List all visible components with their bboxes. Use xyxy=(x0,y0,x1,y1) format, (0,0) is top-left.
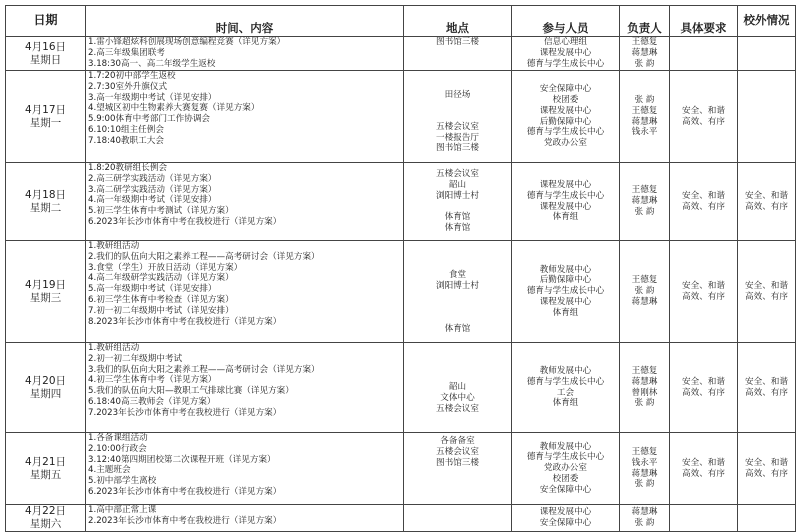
header-outside: 校外情况 xyxy=(738,6,796,37)
cell-line: 2.我们的队伍向大阳之素养工程——高考研讨会（详见方案） xyxy=(88,251,320,262)
date-text: 4月18日 xyxy=(24,188,67,201)
cell-line: 1.教研组活动 xyxy=(88,343,140,353)
cell-line: 安全、和谐 xyxy=(745,376,788,387)
cell-line: 安全、和谐 xyxy=(682,376,725,387)
cell-line: 课程发展中心 xyxy=(539,179,592,190)
cell-line: 体育组 xyxy=(552,307,579,318)
responsible-cell xyxy=(620,241,670,343)
cell-line: 安全、和谐 xyxy=(682,457,725,468)
table-row xyxy=(6,37,796,71)
header-participants: 参与人员 xyxy=(512,6,620,37)
cell-line: 高效、有序 xyxy=(682,291,725,302)
cell-line: 图书馆三楼 xyxy=(436,37,479,48)
cell-line: 安全、和谐 xyxy=(682,190,725,201)
cell-line xyxy=(405,248,510,259)
cell-line: 3.食堂（学生）开放日活动（详见方案） xyxy=(88,262,243,273)
cell-line: 后勤保障中心 xyxy=(539,275,592,286)
cell-line xyxy=(405,259,510,270)
cell-line xyxy=(405,302,510,313)
date-text: 4月16日 xyxy=(24,40,67,53)
outside-cell xyxy=(738,433,796,505)
cell-line: 6.18:40高三教师会（详见方案） xyxy=(88,396,216,407)
requirements-cell xyxy=(670,505,738,532)
participants-cell xyxy=(512,343,620,433)
date-cell xyxy=(6,343,86,433)
cell-line: 校团委 xyxy=(552,473,579,484)
location-cell xyxy=(404,433,512,505)
cell-line: 蒋慧琳 xyxy=(631,296,658,307)
cell-line: 王德复 xyxy=(631,365,658,376)
date-cell xyxy=(6,433,86,505)
responsible-cell xyxy=(620,71,670,163)
cell-line: 5.初中部学生离校 xyxy=(88,476,157,487)
cell-line: 五楼会议室 xyxy=(436,446,479,457)
cell-line: 5.初三学生体育中考测试（详见方案） xyxy=(88,206,234,217)
cell-line xyxy=(405,292,510,303)
cell-line: 张 韵 xyxy=(634,58,655,69)
responsible-cell xyxy=(620,343,670,433)
cell-line: 课程发展中心 xyxy=(539,507,592,518)
cell-line: 安全、和谐 xyxy=(745,190,788,201)
cell-line: 体育馆 xyxy=(444,212,471,223)
cell-line: 高效、有序 xyxy=(682,201,725,212)
cell-line: 教师发展中心 xyxy=(539,441,592,452)
cell-line: 教师发展中心 xyxy=(539,365,592,376)
content-cell xyxy=(86,433,404,505)
header-location: 地点 xyxy=(404,6,512,37)
cell-line xyxy=(405,371,510,382)
cell-line xyxy=(405,469,510,480)
cell-line xyxy=(405,48,510,59)
date-cell xyxy=(6,71,86,163)
cell-line: 德育与学生成长中心 xyxy=(526,127,605,138)
cell-line xyxy=(405,59,510,70)
cell-line: 4.主题班会 xyxy=(88,465,131,476)
cell-line: 蒋慧琳 xyxy=(631,116,658,127)
cell-line: 课程发展中心 xyxy=(539,296,592,307)
cell-line: 五楼会议室 xyxy=(436,169,479,180)
cell-line: 课程发展中心 xyxy=(539,105,592,116)
content-cell xyxy=(86,241,404,343)
date-text: 4月19日 xyxy=(24,278,67,291)
date-cell xyxy=(6,163,86,241)
cell-line: 课程发展中心 xyxy=(539,201,592,212)
cell-line: 2.高三研学实践活动（详见方案） xyxy=(88,173,217,184)
cell-line: 蒋慧琳 xyxy=(631,468,658,479)
cell-line: 8.2023年长沙市体育中考在我校进行（详见方案） xyxy=(88,316,282,327)
table-row xyxy=(6,163,796,241)
cell-line: 体育馆 xyxy=(444,323,471,334)
table-row xyxy=(6,71,796,163)
outside-cell xyxy=(738,241,796,343)
cell-line xyxy=(405,111,510,122)
outside-cell xyxy=(738,505,796,532)
cell-line: 蒋慧琳 xyxy=(631,196,658,207)
cell-line: 体育馆 xyxy=(444,223,471,234)
cell-line: 工会 xyxy=(556,387,575,398)
cell-line: 王德复 xyxy=(631,105,658,116)
cell-line: 王德复 xyxy=(631,275,658,286)
requirements-cell xyxy=(670,343,738,433)
cell-line: 安全、和谐 xyxy=(745,457,788,468)
content-cell xyxy=(86,163,404,241)
cell-line: 1.各备课组活动 xyxy=(88,433,148,443)
requirements-cell xyxy=(670,433,738,505)
cell-line: 1.教研组活动 xyxy=(88,241,140,251)
cell-line: 6.2023年长沙市体育中考在我校进行（详见方案） xyxy=(88,216,282,227)
cell-line: 6.2023年长沙市体育中考在我校进行（详见方案） xyxy=(88,486,282,497)
cell-line: 钱永平 xyxy=(631,127,658,138)
location-cell xyxy=(404,505,512,532)
cell-line xyxy=(405,100,510,111)
cell-line: 各备备室 xyxy=(440,436,475,447)
header-content: 时间、内容 xyxy=(86,6,404,37)
cell-line: 食堂 xyxy=(448,269,467,280)
participants-cell xyxy=(512,433,620,505)
outside-cell xyxy=(738,71,796,163)
cell-line: 德育与学生成长中心 xyxy=(526,452,605,463)
requirements-cell xyxy=(670,71,738,163)
header-responsible: 负责人 xyxy=(620,6,670,37)
cell-line: 张 韵 xyxy=(634,479,655,490)
cell-line: 安全保障中心 xyxy=(539,484,592,495)
cell-line: 王德复 xyxy=(631,185,658,196)
cell-line: 德育与学生成长中心 xyxy=(526,58,605,69)
cell-line: 安全保障中心 xyxy=(539,518,592,528)
cell-line: 浏阳博士村 xyxy=(436,190,479,201)
weekly-schedule-table xyxy=(5,5,796,532)
cell-line: 曾刚林 xyxy=(631,387,658,398)
cell-line: 韶山 xyxy=(448,179,467,190)
participants-cell xyxy=(512,505,620,532)
header-date: 日期 xyxy=(6,6,86,37)
cell-line: 校团委 xyxy=(552,94,579,105)
cell-line: 7.初一初二年级期中考试（详见安排） xyxy=(88,305,234,316)
responsible-cell xyxy=(620,37,670,71)
cell-line: 蒋慧琳 xyxy=(631,48,658,59)
cell-line: 韶山 xyxy=(448,382,467,393)
cell-line: 高效、有序 xyxy=(682,116,725,127)
cell-line: 安全、和谐 xyxy=(745,280,788,291)
date-text: 星期六 xyxy=(29,518,62,530)
cell-line: 田径场 xyxy=(444,89,471,100)
date-text: 4月17日 xyxy=(24,103,67,116)
cell-line: 6.10:10组主任例会 xyxy=(88,124,164,135)
cell-line: 1.7:20初中部学生返校 xyxy=(88,71,176,81)
date-text: 4月20日 xyxy=(24,374,67,387)
responsible-cell xyxy=(620,433,670,505)
cell-line xyxy=(405,202,510,213)
cell-line: 4.高一年级期中考试（详见安排） xyxy=(88,195,217,206)
participants-cell xyxy=(512,71,620,163)
cell-line: 高效、有序 xyxy=(745,387,788,398)
date-cell xyxy=(6,241,86,343)
schedule-page xyxy=(0,5,800,530)
cell-line xyxy=(405,313,510,324)
cell-line: 德育与学生成长中心 xyxy=(526,286,605,297)
cell-line: 安全、和谐 xyxy=(682,280,725,291)
cell-line: 张 韵 xyxy=(634,286,655,297)
location-cell xyxy=(404,343,512,433)
requirements-cell xyxy=(670,163,738,241)
cell-line: 文体中心 xyxy=(440,392,475,403)
participants-cell xyxy=(512,241,620,343)
table-row xyxy=(6,343,796,433)
location-cell xyxy=(404,241,512,343)
cell-line: 体育组 xyxy=(552,398,579,409)
cell-line xyxy=(405,490,510,501)
cell-line: 4.高二年级研学实践活动（详见方案） xyxy=(88,273,234,284)
requirements-cell xyxy=(670,37,738,71)
cell-line: 党政办公室 xyxy=(544,463,587,474)
requirements-cell xyxy=(670,241,738,343)
cell-line: 2.初一初二年级期中考试 xyxy=(88,353,183,364)
table-row xyxy=(6,241,796,343)
date-text: 星期三 xyxy=(29,291,62,304)
cell-line: 5.高一年级期中考试（详见安排） xyxy=(88,284,217,295)
cell-line: 5.我们的队伍向大阳—教职工气排球比赛（详见方案） xyxy=(88,386,294,397)
cell-line: 3.12:40第四期团校第二次课程开班（详见方案） xyxy=(88,454,276,465)
cell-line: 1.高中部正常上课 xyxy=(88,505,157,515)
cell-line: 6.初三学生体育中考检查（详见方案） xyxy=(88,294,234,305)
cell-line: 党政办公室 xyxy=(544,138,587,149)
cell-line: 蒋慧琳 xyxy=(631,376,658,387)
cell-line: 3.高二研学实践活动（详见方案） xyxy=(88,184,217,195)
content-cell xyxy=(86,505,404,532)
cell-line: 高效、有序 xyxy=(745,468,788,479)
table-row xyxy=(6,433,796,505)
date-cell xyxy=(6,505,86,532)
cell-line: 高效、有序 xyxy=(682,468,725,479)
cell-line: 钱永平 xyxy=(631,457,658,468)
cell-line: 德育与学生成长中心 xyxy=(526,376,605,387)
cell-line xyxy=(405,414,510,425)
cell-line: 1.8:20教研组长例会 xyxy=(88,163,168,173)
content-cell xyxy=(86,71,404,163)
cell-line: 3.高一年级期中考试（详见安排） xyxy=(88,92,217,103)
participants-cell xyxy=(512,163,620,241)
cell-line: 一楼报告厅 xyxy=(436,132,479,143)
cell-line: 图书馆三楼 xyxy=(436,457,479,468)
cell-line: 德育与学生成长中心 xyxy=(526,190,605,201)
cell-line: 4.望城区初中生物素养大赛复赛（详见方案） xyxy=(88,103,260,114)
cell-line xyxy=(405,79,510,90)
cell-line: 信息心理组 xyxy=(544,37,587,48)
cell-line: 体育组 xyxy=(552,212,579,223)
cell-line: 7.2023年长沙市体育中考在我校进行（详见方案） xyxy=(88,407,282,418)
cell-line: 1.雷小锋超炫科创展现场创意编程竞赛（详见方案） xyxy=(88,37,286,47)
header-row xyxy=(6,6,796,37)
cell-line: 2.高三年级集团联考 xyxy=(88,47,165,58)
responsible-cell xyxy=(620,505,670,532)
date-text: 星期五 xyxy=(29,468,62,481)
cell-line: 教师发展中心 xyxy=(539,264,592,275)
cell-line xyxy=(405,479,510,490)
cell-line: 高效、有序 xyxy=(745,291,788,302)
cell-line xyxy=(405,350,510,361)
location-cell xyxy=(404,37,512,71)
outside-cell xyxy=(738,163,796,241)
date-text: 星期四 xyxy=(29,387,62,400)
cell-line: 后勤保障中心 xyxy=(539,116,592,127)
cell-line: 2.2023年长沙市体育中考在我校进行（详见方案） xyxy=(88,515,282,526)
date-text: 星期二 xyxy=(29,201,62,214)
cell-line: 王德复 xyxy=(631,446,658,457)
date-text: 星期一 xyxy=(29,116,62,129)
cell-line: 5.9:00体育中考部门工作协调会 xyxy=(88,114,211,125)
cell-line: 五楼会议室 xyxy=(436,121,479,132)
date-text: 4月22日 xyxy=(24,505,67,517)
cell-line: 高效、有序 xyxy=(745,201,788,212)
cell-line: 张 韵 xyxy=(634,94,655,105)
cell-line: 王德复 xyxy=(631,37,658,48)
cell-line xyxy=(405,361,510,372)
cell-line: 蒋慧琳 xyxy=(631,507,658,518)
outside-cell xyxy=(738,37,796,71)
date-cell xyxy=(6,37,86,71)
location-cell xyxy=(404,163,512,241)
participants-cell xyxy=(512,37,620,71)
cell-line: 2.10:00行政会 xyxy=(88,443,147,454)
cell-line: 7.18:40教职工大会 xyxy=(88,135,164,146)
cell-line: 五楼会议室 xyxy=(436,403,479,414)
location-cell xyxy=(404,71,512,163)
header-requirements: 具体要求 xyxy=(670,6,738,37)
table-row xyxy=(6,505,796,532)
cell-line: 张 韵 xyxy=(634,398,655,409)
content-cell xyxy=(86,343,404,433)
cell-line: 浏阳博士村 xyxy=(436,280,479,291)
cell-line: 安全保障中心 xyxy=(539,84,592,95)
cell-line: 2.7:30室外升旗仪式 xyxy=(88,81,168,92)
date-text: 星期日 xyxy=(29,53,62,66)
date-text: 4月21日 xyxy=(24,455,67,468)
cell-line: 高效、有序 xyxy=(682,387,725,398)
cell-line: 4.初三学生体育中考（详见方案） xyxy=(88,375,217,386)
outside-cell xyxy=(738,343,796,433)
cell-line: 张 韵 xyxy=(634,518,655,528)
content-cell xyxy=(86,37,404,71)
cell-line: 张 韵 xyxy=(634,206,655,217)
cell-line: 3.我们的队伍向大阳之素养工程——高考研讨会（详见方案） xyxy=(88,364,320,375)
cell-line: 3.18:30高一、高二年级学生返校 xyxy=(88,58,216,69)
cell-line: 图书馆三楼 xyxy=(436,143,479,154)
cell-line: 课程发展中心 xyxy=(539,48,592,59)
cell-line: 安全、和谐 xyxy=(682,105,725,116)
responsible-cell xyxy=(620,163,670,241)
